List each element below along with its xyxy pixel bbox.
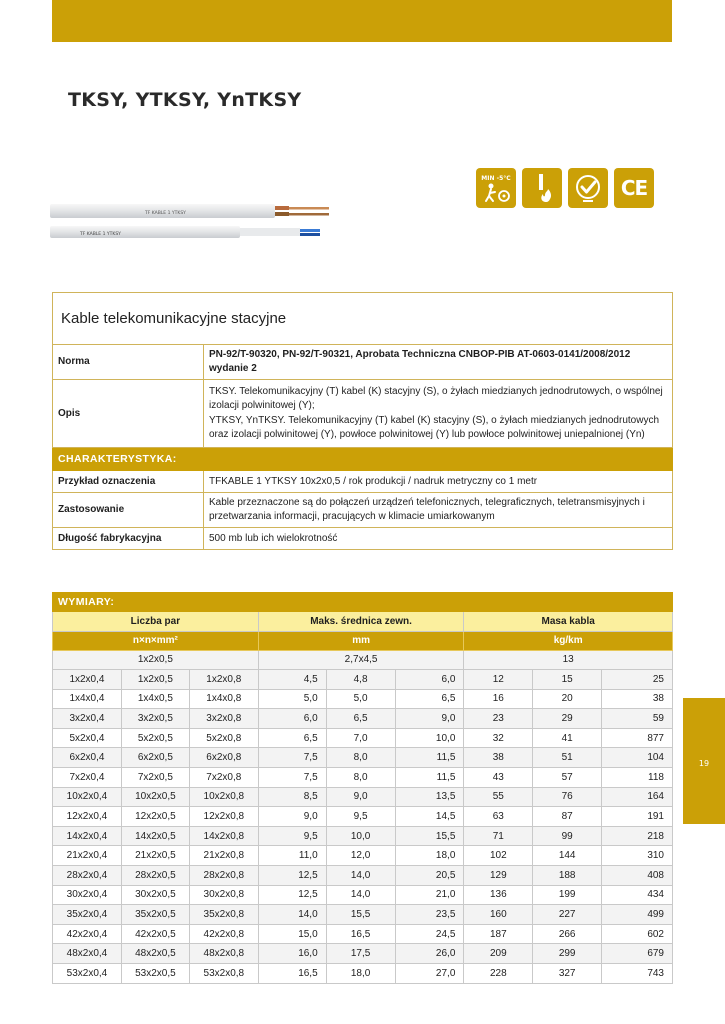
table-cell: 53x2x0,8 (189, 964, 258, 984)
table-cell: 7,5 (258, 768, 326, 788)
table-cell: 1x4x0,5 (121, 689, 189, 709)
table-cell: 1x2x0,5 (121, 670, 189, 690)
table-row (53, 689, 673, 709)
table-cell: 3x2x0,8 (189, 709, 258, 729)
table-cell: 104 (602, 748, 673, 768)
table-cell: 188 (533, 866, 602, 886)
dimensions-table (52, 592, 673, 984)
table-cell: 48x2x0,4 (53, 944, 122, 964)
table-cell: 35x2x0,8 (189, 905, 258, 925)
page-title: TKSY, YTKSY, YnTKSY (68, 89, 302, 111)
table-cell: 23,5 (395, 905, 464, 925)
table-cell: 408 (602, 866, 673, 886)
table-cell: 53x2x0,5 (121, 964, 189, 984)
table-row (53, 807, 673, 827)
table-cell: 434 (602, 885, 673, 905)
table-cell: 136 (464, 885, 533, 905)
table-cell: 10,0 (326, 826, 395, 846)
table-cell: 51 (533, 748, 602, 768)
certification-icons (476, 168, 654, 208)
table-cell: 218 (602, 826, 673, 846)
table-cell: 16,5 (326, 924, 395, 944)
table-cell: 14,5 (395, 807, 464, 827)
unit-mass: kg/km (464, 631, 673, 650)
table-row (53, 846, 673, 866)
top-color-bar (52, 0, 672, 42)
table-cell: 17,5 (326, 944, 395, 964)
norma-label: Norma (53, 345, 204, 380)
table-cell: 1x2x0,8 (189, 670, 258, 690)
spec-row-przyklad (53, 471, 673, 493)
flame-retardant-icon (522, 168, 562, 208)
zastosowanie-label: Zastosowanie (53, 493, 204, 528)
table-row (53, 944, 673, 964)
table-cell: 877 (602, 728, 673, 748)
table-cell: 42x2x0,5 (121, 924, 189, 944)
table-cell: 14x2x0,5 (121, 826, 189, 846)
table-row (53, 924, 673, 944)
table-cell: 1x4x0,8 (189, 689, 258, 709)
table-cell: 6,5 (258, 728, 326, 748)
dimensions-header: WYMIARY: (53, 593, 673, 612)
table-cell: 4,5 (258, 670, 326, 690)
table-cell: 12x2x0,4 (53, 807, 122, 827)
table-cell: 28x2x0,5 (121, 866, 189, 886)
table-cell: 16 (464, 689, 533, 709)
spec-row-dlugosc (53, 528, 673, 550)
table-cell: 7,0 (326, 728, 395, 748)
dimensions-column-headers (53, 612, 673, 632)
table-cell: 6,5 (326, 709, 395, 729)
table-cell: 11,0 (258, 846, 326, 866)
table-cell: 6,5 (395, 689, 464, 709)
table-cell: 14x2x0,4 (53, 826, 122, 846)
table-cell: 14x2x0,8 (189, 826, 258, 846)
table-cell: 28x2x0,4 (53, 866, 122, 886)
table-cell: 71 (464, 826, 533, 846)
table-cell: 23 (464, 709, 533, 729)
table-cell: 1x4x0,4 (53, 689, 122, 709)
table-cell: 57 (533, 768, 602, 788)
table-cell: 191 (602, 807, 673, 827)
unit-pairs: n×n×mm² (53, 631, 259, 650)
table-row (53, 964, 673, 984)
table-cell: 164 (602, 787, 673, 807)
table-cell: 27,0 (395, 964, 464, 984)
characteristics-header-row (53, 448, 673, 471)
table-cell: 21x2x0,8 (189, 846, 258, 866)
table-cell: 9,5 (326, 807, 395, 827)
unit-diameter: mm (258, 631, 464, 650)
page-number: 19 (698, 759, 710, 768)
table-cell: 3x2x0,5 (121, 709, 189, 729)
table-cell: 76 (533, 787, 602, 807)
przyklad-label: Przykład oznaczenia (53, 471, 204, 493)
table-cell: 266 (533, 924, 602, 944)
col-header-diameter: Maks. średnica zewn. (258, 612, 464, 632)
table-cell: 38 (602, 689, 673, 709)
table-cell: 15,0 (258, 924, 326, 944)
table-cell: 15,5 (326, 905, 395, 925)
ref-mass: 13 (464, 650, 673, 670)
dimensions-reference-row (53, 650, 673, 670)
table-cell: 602 (602, 924, 673, 944)
table-cell: 16,5 (258, 964, 326, 984)
table-cell: 12x2x0,5 (121, 807, 189, 827)
table-cell: 10x2x0,4 (53, 787, 122, 807)
table-row (53, 768, 673, 788)
table-cell: 41 (533, 728, 602, 748)
table-cell: 10x2x0,8 (189, 787, 258, 807)
table-cell: 35x2x0,5 (121, 905, 189, 925)
table-cell: 102 (464, 846, 533, 866)
table-cell: 8,0 (326, 768, 395, 788)
table-cell: 18,0 (395, 846, 464, 866)
table-cell: 8,5 (258, 787, 326, 807)
table-row (53, 905, 673, 925)
table-cell: 63 (464, 807, 533, 827)
table-cell: 21x2x0,5 (121, 846, 189, 866)
table-cell: 48x2x0,8 (189, 944, 258, 964)
table-cell: 9,0 (395, 709, 464, 729)
table-cell: 15,5 (395, 826, 464, 846)
table-row (53, 885, 673, 905)
table-cell: 10,0 (395, 728, 464, 748)
ref-diameter: 2,7x4,5 (258, 650, 464, 670)
table-cell: 299 (533, 944, 602, 964)
spec-row-norma (53, 345, 673, 380)
table-cell: 12x2x0,8 (189, 807, 258, 827)
cable-product-image (50, 196, 335, 246)
table-cell: 1x2x0,4 (53, 670, 122, 690)
table-cell: 16,0 (258, 944, 326, 964)
dlugosc-value: 500 mb lub ich wielokrotność (204, 528, 673, 550)
table-cell: 118 (602, 768, 673, 788)
table-cell: 48x2x0,5 (121, 944, 189, 964)
opis-value (204, 380, 673, 448)
min-temp-label: MIN -5°C (481, 175, 511, 182)
table-cell: 743 (602, 964, 673, 984)
table-row (53, 670, 673, 690)
ref-pairs: 1x2x0,5 (53, 650, 259, 670)
table-cell: 10x2x0,5 (121, 787, 189, 807)
table-cell: 12,0 (326, 846, 395, 866)
table-cell: 227 (533, 905, 602, 925)
table-cell: 160 (464, 905, 533, 925)
opis-tksy: TKSY. Telekomunikacyjny (T) kabel (K) stacyjny (S), o żyłach miedzianych jednodrutowych, o wspólnej izolacji polwinitowej (Y); (209, 386, 663, 411)
table-cell: 12,5 (258, 866, 326, 886)
przyklad-value: TFKABLE 1 YTKSY 10x2x0,5 / rok produkcji / nadruk metryczny co 1 metr (204, 471, 673, 493)
table-cell: 7,5 (258, 748, 326, 768)
table-cell: 35x2x0,4 (53, 905, 122, 925)
table-cell: 6,0 (258, 709, 326, 729)
table-cell: 21x2x0,4 (53, 846, 122, 866)
table-cell: 9,0 (258, 807, 326, 827)
table-cell: 4,8 (326, 670, 395, 690)
table-cell: 42x2x0,8 (189, 924, 258, 944)
table-cell: 5,0 (258, 689, 326, 709)
table-cell: 43 (464, 768, 533, 788)
table-cell: 5x2x0,4 (53, 728, 122, 748)
table-cell: 42x2x0,4 (53, 924, 122, 944)
table-cell: 38 (464, 748, 533, 768)
table-cell: 87 (533, 807, 602, 827)
specification-table (52, 292, 673, 550)
table-row (53, 748, 673, 768)
table-cell: 25 (602, 670, 673, 690)
norma-value: PN-92/T-90320, PN-92/T-90321, Aprobata Techniczna CNBOP-PIB AT-0603-0141/2008/2012 wydanie 2 (204, 345, 673, 380)
table-cell: 3x2x0,4 (53, 709, 122, 729)
table-cell: 6x2x0,8 (189, 748, 258, 768)
table-cell: 6x2x0,5 (121, 748, 189, 768)
opis-ytksy: YTKSY, YnTKSY. Telekomunikacyjny (T) kabel (K) stacyjny (S), o żyłach miedzianych jednodrutowych oraz izolacji polwinitowej (Y), powłoce polwinitowej (Y) lub powłoce polwinitowej uniepalnionej (Yn) (209, 415, 660, 440)
rohs-check-icon (568, 168, 608, 208)
table-cell: 15 (533, 670, 602, 690)
table-cell: 13,5 (395, 787, 464, 807)
ce-mark-text: CE (620, 176, 648, 200)
cable-print-bottom: TF KABLE 1 YTKSY (80, 232, 121, 237)
table-cell: 26,0 (395, 944, 464, 964)
table-cell: 14,0 (326, 885, 395, 905)
ce-mark-icon (614, 168, 654, 208)
table-cell: 20 (533, 689, 602, 709)
min-temperature-icon (476, 168, 516, 208)
table-cell: 187 (464, 924, 533, 944)
table-cell: 209 (464, 944, 533, 964)
table-cell: 228 (464, 964, 533, 984)
spec-row-opis (53, 380, 673, 448)
dimensions-units-row (53, 631, 673, 650)
table-row (53, 787, 673, 807)
table-cell: 24,5 (395, 924, 464, 944)
cable-print-top: TF KABLE 1 YTKSY (145, 211, 186, 216)
table-cell: 129 (464, 866, 533, 886)
dimensions-rows (53, 670, 673, 984)
table-cell: 53x2x0,4 (53, 964, 122, 984)
table-cell: 144 (533, 846, 602, 866)
dlugosc-label: Długość fabrykacyjna (53, 528, 204, 550)
table-cell: 11,5 (395, 748, 464, 768)
table-cell: 29 (533, 709, 602, 729)
table-cell: 679 (602, 944, 673, 964)
table-row (53, 866, 673, 886)
table-cell: 7x2x0,8 (189, 768, 258, 788)
table-cell: 99 (533, 826, 602, 846)
table-cell: 11,5 (395, 768, 464, 788)
table-cell: 499 (602, 905, 673, 925)
table-cell: 327 (533, 964, 602, 984)
table-cell: 5x2x0,5 (121, 728, 189, 748)
spec-row-zastosowanie (53, 493, 673, 528)
dimensions-header-row (53, 593, 673, 612)
table-cell: 30x2x0,4 (53, 885, 122, 905)
table-cell: 7x2x0,5 (121, 768, 189, 788)
characteristics-header: CHARAKTERYSTYKA: (53, 448, 673, 471)
col-header-pairs: Liczba par (53, 612, 259, 632)
table-cell: 14,0 (258, 905, 326, 925)
table-row (53, 826, 673, 846)
table-cell: 12,5 (258, 885, 326, 905)
opis-label: Opis (53, 380, 204, 448)
table-row (53, 728, 673, 748)
table-cell: 7x2x0,4 (53, 768, 122, 788)
zastosowanie-value: Kable przeznaczone są do połączeń urządzeń telefonicznych, telegraficznych, teletransmisyjnych i przetwarzania informacji, pracujących w klimacie umiarkowanym (204, 493, 673, 528)
table-cell: 6,0 (395, 670, 464, 690)
table-cell: 310 (602, 846, 673, 866)
spec-section-header (53, 293, 673, 345)
col-header-mass: Masa kabla (464, 612, 673, 632)
table-cell: 28x2x0,8 (189, 866, 258, 886)
table-cell: 6x2x0,4 (53, 748, 122, 768)
table-row (53, 709, 673, 729)
table-cell: 8,0 (326, 748, 395, 768)
table-cell: 9,0 (326, 787, 395, 807)
table-cell: 32 (464, 728, 533, 748)
table-cell: 18,0 (326, 964, 395, 984)
table-cell: 30x2x0,8 (189, 885, 258, 905)
table-cell: 59 (602, 709, 673, 729)
table-cell: 5x2x0,8 (189, 728, 258, 748)
table-cell: 30x2x0,5 (121, 885, 189, 905)
table-cell: 9,5 (258, 826, 326, 846)
table-cell: 20,5 (395, 866, 464, 886)
spec-section-title: Kable telekomunikacyjne stacyjne (53, 293, 673, 345)
table-cell: 21,0 (395, 885, 464, 905)
table-cell: 199 (533, 885, 602, 905)
table-cell: 14,0 (326, 866, 395, 886)
table-cell: 12 (464, 670, 533, 690)
table-cell: 55 (464, 787, 533, 807)
table-cell: 5,0 (326, 689, 395, 709)
